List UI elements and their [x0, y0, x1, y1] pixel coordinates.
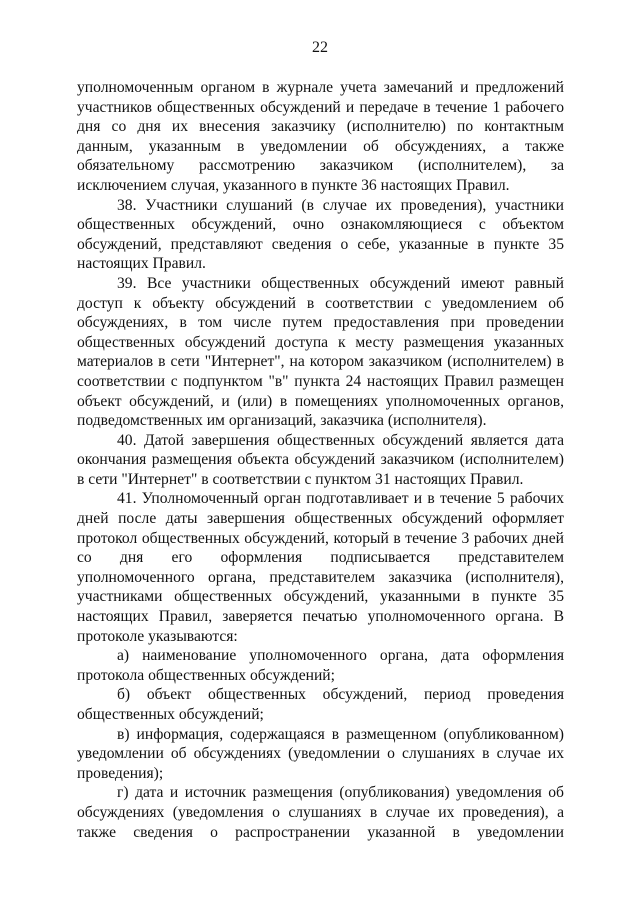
paragraph-continuation: уполномоченным органом в журнале учета замечаний и предложений участников общественных обсуждений и передаче в течение 1 рабочего дня со дня их внесения заказчику (исполнителю) по контактным данным, указанным в уведомлении об обсуждениях, а также обязательному рассмотрению заказчиком (исполнителем), за исключением случая, указанного в пункте 36 настоящих Правил. — [77, 79, 564, 194]
paragraph-39: 39. Все участники общественных обсуждений имеют равный доступ к объекту обсуждений в соответствии с уведомлением об обсуждениях, в том числе путем предоставления при проведении общественных обсуждений доступа к месту размещения указанных материалов в сети "Интернет", на котором заказчиком (исполнителем) в соответствии с подпунктом "в" пункта 24 настоящих Правил размещен объект обсуждений, и (или) в помещениях уполномоченных органов, подведомственных им организаций, заказчика (исполнителя). — [77, 274, 564, 430]
paragraph-38: 38. Участники слушаний (в случае их проведения), участники общественных обсуждений, очно ознакомляющиеся с объектом обсуждений, представляют сведения о себе, указанные в пункте 35 настоящих Правил. — [77, 196, 564, 273]
subitem-v: в) информация, содержащаяся в размещенном (опубликованном) уведомлении об обсуждениях (уведомлении о слушаниях в случае их проведения); — [77, 725, 564, 782]
subitem-b: б) объект общественных обсуждений, период проведения общественных обсуждений; — [77, 686, 564, 723]
subitem-a: а) наименование уполномоченного органа, дата оформления протокола общественных обсуждений; — [77, 647, 564, 684]
paragraph-40: 40. Датой завершения общественных обсуждений является дата окончания размещения объекта обсуждений заказчиком (исполнителем) в сети "Интернет" в соответствии с пунктом 31 настоящих Правил. — [77, 431, 564, 488]
subitem-g: г) дата и источник размещения (опубликования) уведомления об обсуждениях (уведомления о слушаниях в случае их проведения), а также сведения о распространении указанной в уведомлении — [77, 784, 564, 841]
page-number: 22 — [312, 39, 328, 56]
paragraph-41: 41. Уполномоченный орган подготавливает и в течение 5 рабочих дней после даты завершения общественных обсуждений оформляет протокол общественных обсуждений, который в течение 3 рабочих дней со дня его оформления подписывается представителем уполномоченного органа, представителем заказчика (исполнителя), участниками общественных обсуждений, указанными в пункте 35 настоящих Правил, заверяется печатью уполномоченного органа. В протоколе указываются: — [77, 490, 564, 645]
document-body — [77, 78, 564, 842]
